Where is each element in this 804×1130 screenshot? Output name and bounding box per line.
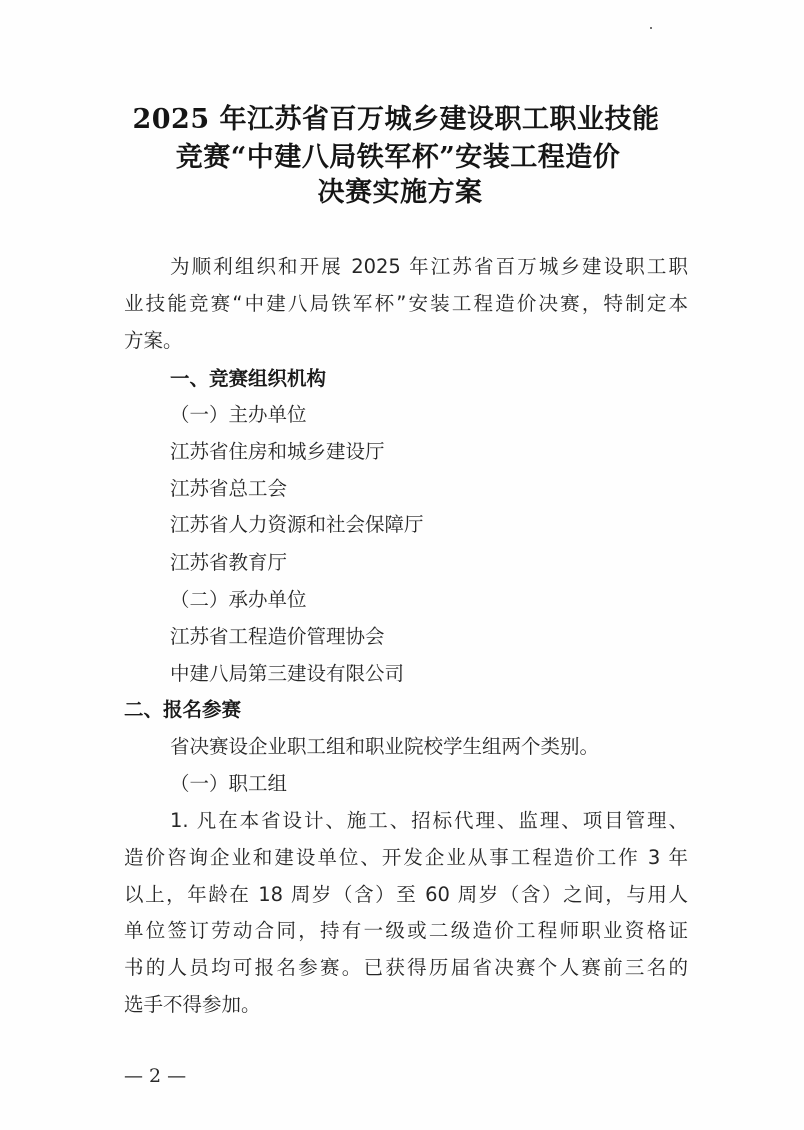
page-number: — 2 — bbox=[124, 1065, 187, 1087]
sponsor-org: 江苏省教育厅 bbox=[170, 551, 288, 574]
employee-group-paragraph-line: 书的人员均可报名参赛。已获得历届省决赛个人赛前三名的 bbox=[124, 956, 688, 979]
subheading-sponsor: （一）主办单位 bbox=[170, 403, 307, 426]
employee-group-paragraph-line: 造价咨询企业和建设单位、开发企业从事工程造价工作 3 年 bbox=[124, 846, 688, 869]
intro-paragraph-line-3: 方案。 bbox=[124, 329, 183, 352]
intro-paragraph-line-1: 为顺利组织和开展 2025 年江苏省百万城乡建设职工职 bbox=[170, 255, 688, 278]
sponsor-org: 江苏省人力资源和社会保障厅 bbox=[170, 513, 424, 536]
organizer-org: 中建八局第三建设有限公司 bbox=[170, 662, 405, 685]
intro-paragraph-line-2: 业技能竞赛“中建八局铁军杯”安装工程造价决赛，特制定本 bbox=[124, 292, 688, 315]
document-title-line-2: 竞赛“中建八局铁军杯”安装工程造价 bbox=[175, 142, 621, 173]
subheading-organizer: （二）承办单位 bbox=[170, 588, 307, 611]
section-heading-organization: 一、竞赛组织机构 bbox=[170, 367, 327, 390]
employee-group-paragraph-line: 选手不得参加。 bbox=[124, 993, 261, 1016]
sponsor-org: 江苏省总工会 bbox=[170, 477, 288, 500]
organizer-org: 江苏省工程造价管理协会 bbox=[170, 625, 385, 648]
employee-group-paragraph-line: 以上，年龄在 18 周岁（含）至 60 周岁（含）之间，与用人 bbox=[124, 883, 688, 906]
section-heading-registration: 二、报名参赛 bbox=[124, 698, 242, 721]
employee-group-paragraph-line: 1. 凡在本省设计、施工、招标代理、监理、项目管理、 bbox=[170, 809, 688, 832]
registration-intro: 省决赛设企业职工组和职业院校学生组两个类别。 bbox=[170, 735, 600, 758]
subheading-employee-group: （一）职工组 bbox=[170, 772, 288, 795]
sponsor-org: 江苏省住房和城乡建设厅 bbox=[170, 440, 385, 463]
scan-speck bbox=[650, 27, 652, 29]
employee-group-paragraph-line: 单位签订劳动合同，持有一级或二级造价工程师职业资格证 bbox=[124, 919, 688, 942]
document-title-line-1: 2025 年江苏省百万城乡建设职工职业技能 bbox=[132, 104, 660, 135]
document-title-line-3: 决赛实施方案 bbox=[317, 177, 483, 208]
